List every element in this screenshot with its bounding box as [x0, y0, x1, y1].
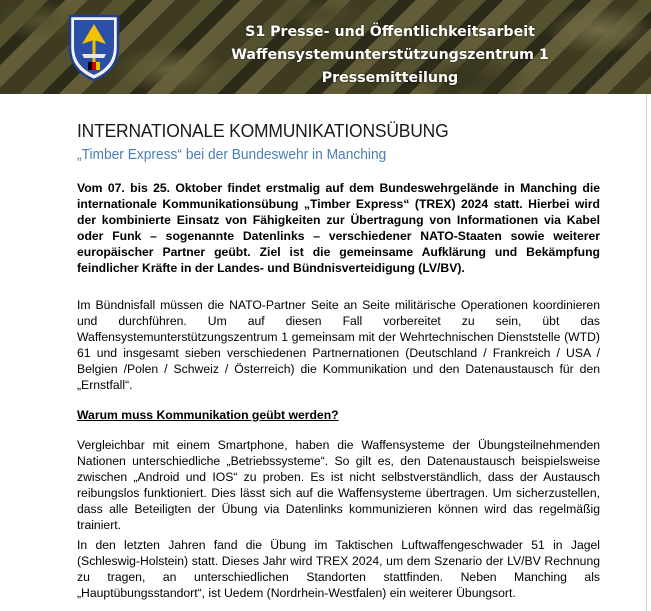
page-title: INTERNATIONALE KOMMUNIKATIONSÜBUNG [77, 120, 449, 141]
body-paragraph-3: In den letzten Jahren fand die Übung im Taktischen Luftwaffengeschwader 51 in Jagel (Schleswig-Holstein) statt. Dieses Jahr wird TREX 2024, um dem Szenario der LV/BV Rechnung zu tragen, an unterschiedlichen Standorten stattfinden. Neben Manching als „Hauptübungsstandort“, ist Uedem (Nordrhein-Westfalen) ein weiterer Übungsort. [77, 538, 600, 600]
body-paragraph-2: Vergleichbar mit einem Smartphone, haben die Waffensysteme der Übungsteilnehmenden Nationen unterschiedliche „Betriebssysteme“. So gilt es, den Datenaustausch beispielsweise zwischen „Android und IOS“ zu proben. Es ist nicht selbstverständlich, dass der Austausch reibungslos funktioniert. Dies lässt sich auf die Waffensysteme übertragen. Um sicherzustellen, dass alle Beteiligten der Übung via Datenlinks kommunizieren können wird das regelmäßig trainiert. [77, 438, 600, 532]
page-subtitle: „Timber Express“ bei der Bundeswehr in Manching [77, 147, 387, 163]
body-paragraph-1: Im Bündnisfall müssen die NATO-Partner Seite an Seite militärische Operationen koordinieren und durchführen. Um auf diesen Fall vorbereitet zu sein, übt das Waffensystemunterstützungszentrum 1 gemeinsam mit der Wehrtechnischen Dienststelle (WTD) 61 und insgesamt sieben verschiedenen Partnernationen (Deutschland / Frankreich / USA / Belgien /Polen / Schweiz / Österreich) die Kommunikation und den Datenaustausch für den „Ernstfall“. [77, 298, 600, 392]
document-type-line: Pressemitteilung [321, 70, 459, 86]
unit-crest-icon [68, 14, 120, 82]
lead-paragraph: Vom 07. bis 25. Oktober findet erstmalig auf dem Bundeswehrgelände in Manching die internationale Kommunikationsübung „Timber Express“ (TREX) 2024 statt. Hierbei wird der kombinierte Einsatz von Fähigkeiten zur Übertragung von Informationen via Kabel oder Funk – sogenannte Datenlinks – verschiedener NATO-Staaten sowie weiterer europäischer Partner geübt. Ziel ist die gemeinsame Aufklärung und Bekämpfung feindlicher Kräfte in der Landes- und Bündnisverteidigung (LV/BV). [77, 181, 600, 275]
header-banner [0, 0, 651, 94]
section-heading: Warum muss Kommunikation geübt werden? [77, 408, 339, 422]
department-line: S1 Presse- und Öffentlichkeitsarbeit [245, 24, 535, 40]
header-text [130, 21, 650, 90]
page-edge-rule [646, 94, 647, 611]
organization-line: Waffensystemunterstützungszentrum 1 [231, 47, 549, 63]
